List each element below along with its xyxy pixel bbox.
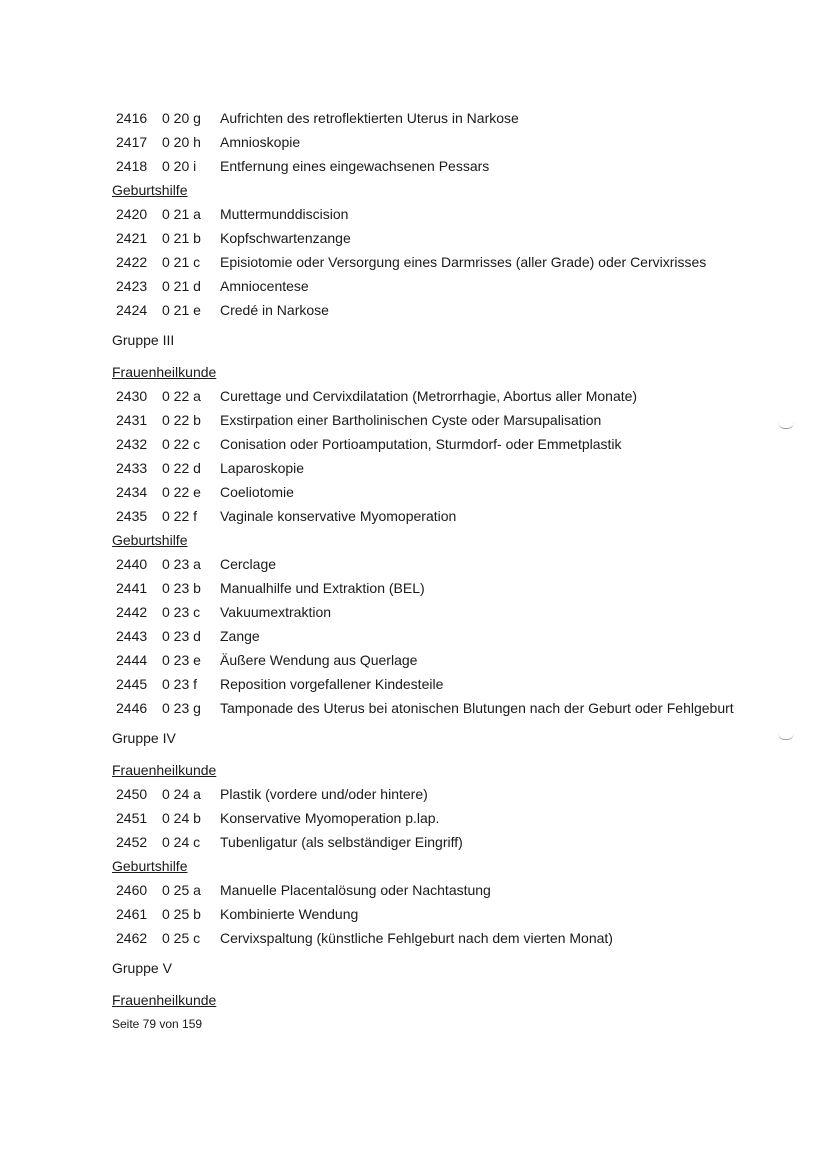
entry-number: 2430 (116, 388, 148, 404)
entry-number: 2440 (116, 556, 148, 572)
entry-description: Tubenligatur (als selbständiger Eingriff) (220, 834, 463, 850)
entry-number: 2417 (116, 134, 148, 150)
entry-description: Cervixspaltung (künstliche Fehlgeburt nach dem vierten Monat) (220, 930, 613, 946)
entry-list (112, 110, 792, 174)
entry-code: 0 21 a (162, 206, 201, 222)
entry-description: Episiotomie oder Versorgung eines Darmrisses (aller Grade) oder Cervixrisses (220, 254, 707, 270)
entry-list (112, 556, 792, 716)
entry-description: Conisation oder Portioamputation, Sturmdorf- oder Emmetplastik (220, 436, 622, 452)
entry-number: 2416 (116, 110, 148, 126)
entry-code: 0 21 d (162, 278, 201, 294)
entry-code: 0 22 a (162, 388, 201, 404)
entry-number: 2460 (116, 882, 148, 898)
entry-code: 0 23 g (162, 700, 201, 716)
entry-description: Exstirpation einer Bartholinischen Cyste oder Marsupalisation (220, 412, 602, 428)
entry-row (112, 906, 792, 922)
entry-number: 2444 (116, 652, 148, 668)
entry-description: Kombinierte Wendung (220, 906, 359, 922)
entry-description: Konservative Myomoperation p.lap. (220, 810, 440, 826)
entry-row (112, 230, 792, 246)
entry-code: 0 24 b (162, 810, 201, 826)
entry-number: 2442 (116, 604, 148, 620)
entry-code: 0 23 d (162, 628, 201, 644)
entry-code: 0 23 b (162, 580, 201, 596)
entry-number: 2461 (116, 906, 148, 922)
section-heading: Frauenheilkunde (112, 992, 217, 1008)
entry-code: 0 20 i (162, 158, 197, 174)
entry-code: 0 25 c (162, 930, 201, 946)
entry-row (112, 786, 792, 802)
entry-code: 0 20 h (162, 134, 201, 150)
entry-row (112, 110, 792, 126)
entry-code: 0 22 f (162, 508, 198, 524)
entry-description: Plastik (vordere und/oder hintere) (220, 786, 428, 802)
entry-row (112, 652, 792, 668)
section-heading: Frauenheilkunde (112, 762, 217, 778)
entry-code: 0 24 a (162, 786, 201, 802)
entry-description: Laparoskopie (220, 460, 305, 476)
entry-number: 2433 (116, 460, 148, 476)
entry-code: 0 23 a (162, 556, 201, 572)
entry-description: Muttermunddiscision (220, 206, 349, 222)
entry-row (112, 834, 792, 850)
entry-description: Curettage und Cervixdilatation (Metrorrhagie, Abortus aller Monate) (220, 388, 638, 404)
entry-number: 2443 (116, 628, 148, 644)
entry-description: Amnioskopie (220, 134, 301, 150)
section-heading: Geburtshilfe (112, 858, 188, 874)
entry-code: 0 23 f (162, 676, 198, 692)
entry-description: Entfernung eines eingewachsenen Pessars (220, 158, 490, 174)
entry-code: 0 21 b (162, 230, 201, 246)
entry-number: 2418 (116, 158, 148, 174)
entry-number: 2424 (116, 302, 148, 318)
entry-row (112, 302, 792, 318)
section-heading: Geburtshilfe (112, 182, 188, 198)
entry-description: Vakuumextraktion (220, 604, 332, 620)
entry-description: Credé in Narkose (220, 302, 329, 318)
entry-number: 2432 (116, 436, 148, 452)
entry-row (112, 436, 792, 452)
entry-number: 2462 (116, 930, 148, 946)
entry-number: 2445 (116, 676, 148, 692)
entry-row (112, 930, 792, 946)
entry-code: 0 23 c (162, 604, 201, 620)
entry-description: Äußere Wendung aus Querlage (220, 652, 418, 668)
entry-code: 0 24 c (162, 834, 201, 850)
entry-number: 2423 (116, 278, 148, 294)
entry-row (112, 254, 792, 270)
entry-row (112, 508, 792, 524)
entry-number: 2435 (116, 508, 148, 524)
entry-row (112, 882, 792, 898)
entry-code: 0 25 b (162, 906, 201, 922)
entry-row (112, 700, 792, 716)
entry-row (112, 206, 792, 222)
page-footer: Seite 79 von 159 (112, 1017, 203, 1031)
group-heading: Gruppe III (112, 332, 175, 348)
entry-number: 2446 (116, 700, 148, 716)
entry-description: Aufrichten des retroflektierten Uterus in Narkose (220, 110, 519, 126)
entry-number: 2431 (116, 412, 148, 428)
group-heading: Gruppe IV (112, 730, 176, 746)
entry-number: 2420 (116, 206, 148, 222)
entry-description: Coeliotomie (220, 484, 294, 500)
entry-list (112, 388, 792, 524)
entry-description: Cerclage (220, 556, 277, 572)
entry-code: 0 22 d (162, 460, 201, 476)
group-heading: Gruppe V (112, 960, 172, 976)
entry-number: 2441 (116, 580, 148, 596)
entry-row (112, 676, 792, 692)
entry-description: Vaginale konservative Myomoperation (220, 508, 457, 524)
entry-list (112, 882, 792, 946)
entry-row (112, 628, 792, 644)
entry-row (112, 484, 792, 500)
entry-number: 2451 (116, 810, 148, 826)
entry-description: Amniocentese (220, 278, 309, 294)
entry-description: Reposition vorgefallener Kindesteile (220, 676, 444, 692)
entry-row (112, 278, 792, 294)
entry-number: 2422 (116, 254, 148, 270)
content (112, 110, 792, 1032)
entry-number: 2434 (116, 484, 148, 500)
entry-code: 0 22 b (162, 412, 201, 428)
entry-row (112, 388, 792, 404)
section-heading: Frauenheilkunde (112, 364, 217, 380)
entry-code: 0 20 g (162, 110, 201, 126)
entry-list (112, 786, 792, 850)
entry-number: 2450 (116, 786, 148, 802)
entry-code: 0 22 e (162, 484, 201, 500)
entry-list (112, 206, 792, 318)
entry-row (112, 158, 792, 174)
section-heading: Geburtshilfe (112, 532, 188, 548)
entry-row (112, 604, 792, 620)
entry-code: 0 22 c (162, 436, 201, 452)
entry-row (112, 134, 792, 150)
entry-description: Zange (220, 628, 260, 644)
entry-row (112, 412, 792, 428)
entry-description: Manuelle Placentalösung oder Nachtastung (220, 882, 491, 898)
entry-code: 0 21 e (162, 302, 201, 318)
entry-number: 2452 (116, 834, 148, 850)
entry-description: Kopfschwartenzange (220, 230, 351, 246)
entry-code: 0 23 e (162, 652, 201, 668)
entry-row (112, 460, 792, 476)
entry-row (112, 810, 792, 826)
entry-description: Manualhilfe und Extraktion (BEL) (220, 580, 425, 596)
entry-code: 0 21 c (162, 254, 201, 270)
entry-code: 0 25 a (162, 882, 201, 898)
entry-row (112, 556, 792, 572)
entry-number: 2421 (116, 230, 148, 246)
entry-row (112, 580, 792, 596)
entry-description: Tamponade des Uterus bei atonischen Blutungen nach der Geburt oder Fehlgeburt (220, 700, 734, 716)
